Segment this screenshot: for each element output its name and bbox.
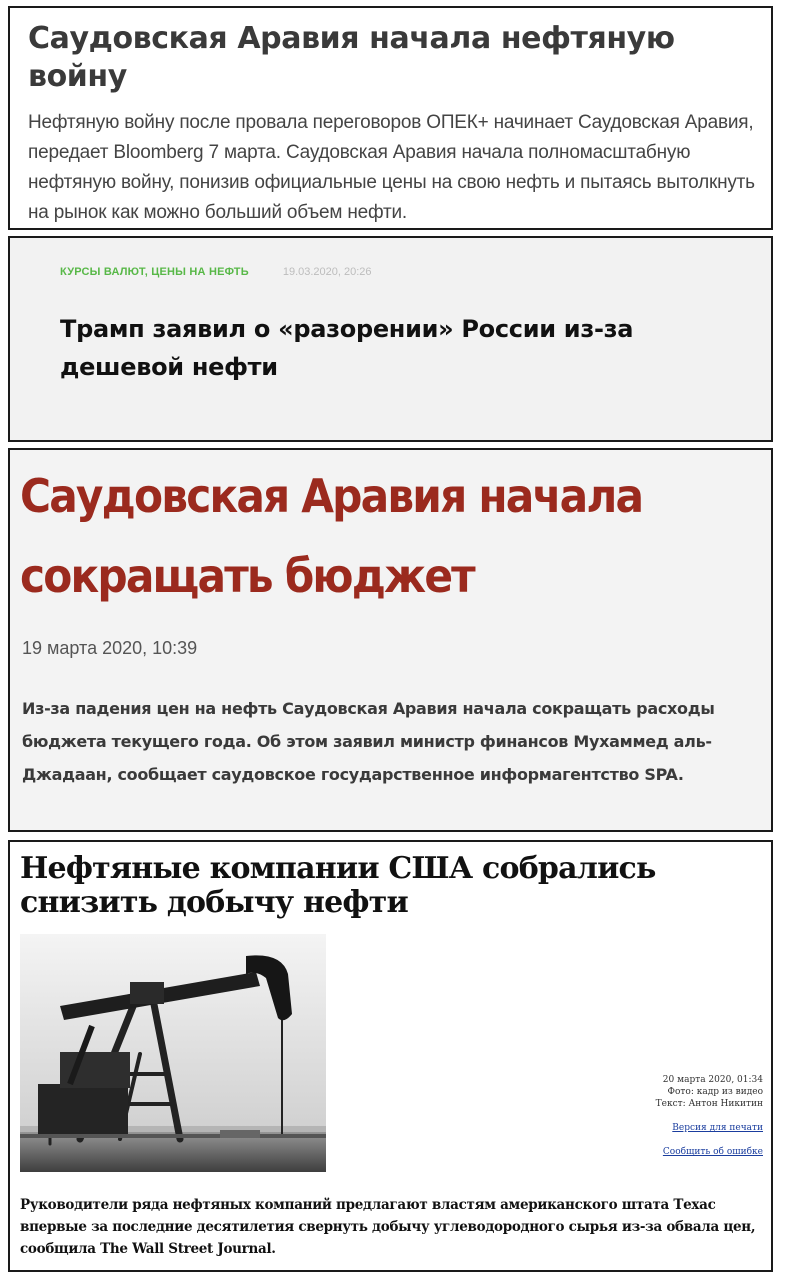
category-link[interactable]: КУРСЫ ВАЛЮТ, ЦЕНЫ НА НЕФТЬ xyxy=(60,266,249,278)
publish-date: 20 марта 2020, 01:34 xyxy=(662,1075,763,1085)
article-lead: Из-за падения цен на нефть Саудовская Аравия начала сокращать расходы бюджета текущего года. Об этом заявил министр финансов Мухаммед аль-Джадаан, сообщает саудовское государственное информагентство SPA. xyxy=(22,699,715,784)
print-version-link[interactable]: Версия для печати xyxy=(672,1123,763,1133)
report-error-link[interactable]: Сообщить об ошибке xyxy=(662,1147,763,1157)
news-card-budget-cut xyxy=(8,448,773,832)
article-lead: Нефтяную войну после провала переговоров ОПЕК+ начинает Саудовская Аравия, передает Bloomberg 7 марта. Саудовская Аравия начала полномасштабную нефтяную войну, понизив официальные цены на свою нефть и пытаясь вытолкнуть на рынок как можно больший объем нефти. xyxy=(28,112,755,223)
publish-date: 19.03.2020, 20:26 xyxy=(282,266,372,278)
news-card-oil-war xyxy=(8,6,773,230)
article-lead: Руководители ряда нефтяных компаний предлагают властям американского штата Техас впервые за последние десятилетия свернуть добычу углеводородного сырья из-за обвала цен, сообщила The Wall Street Journal. xyxy=(20,1197,756,1257)
headline[interactable]: Нефтяные компании США собрались снизить добычу нефти xyxy=(20,851,656,920)
article-meta xyxy=(60,266,372,278)
headline[interactable]: Саудовская Аравия начала нефтяную войну xyxy=(28,21,675,94)
photo-credit: Фото: кадр из видео xyxy=(667,1087,763,1097)
headline[interactable]: Саудовская Аравия начала сокращать бюджет xyxy=(20,469,643,603)
oil-pump-photo xyxy=(20,934,326,1172)
author: Текст: Антон Никитин xyxy=(655,1099,763,1109)
article-sidebar xyxy=(503,1074,763,1158)
publish-date: 19 марта 2020, 10:39 xyxy=(22,638,198,658)
headline[interactable]: Трамп заявил о «разорении» России из-за дешевой нефти xyxy=(60,315,634,381)
news-card-trump xyxy=(8,236,773,442)
news-card-us-oil xyxy=(8,840,773,1272)
